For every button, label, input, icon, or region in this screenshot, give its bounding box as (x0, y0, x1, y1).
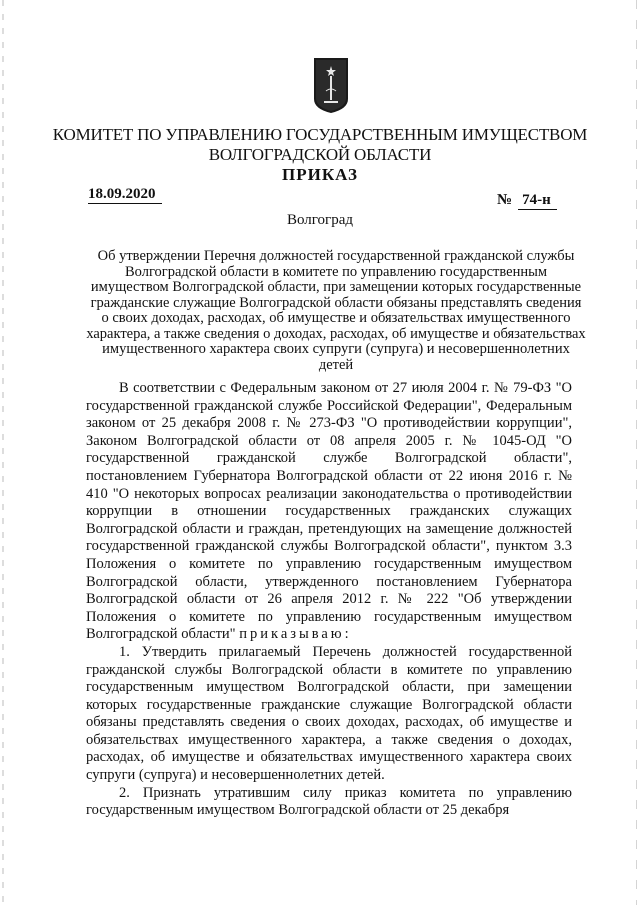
committee-line-2: ВОЛГОГРАДСКОЙ ОБЛАСТИ (208, 145, 432, 164)
number-value: 74-н (518, 192, 557, 210)
city: Волгоград (286, 212, 353, 228)
document-subject: Об утверждении Перечня должностей государственной гражданской службы Волгоградской области в комитете по управлению государственным имуществом Волгоградской области, при замещении которых государственные гражданские служащие Волгоградской области обязаны представлять сведения о своих доходах, расходах, об имуществе и обязательствах имущественного характера, а также сведения о доходах, расходах, об имуществе и обязательствах имущественного характера своих супруги (супруга) и несовершеннолетних детей (86, 248, 586, 373)
preamble-text: В соответствии с Федеральным законом от 27 июля 2004 г. № 79-ФЗ "О государственной гражданской службе Российской Федерации", Федеральным законом от 25 декабря 2008 г. № 273-ФЗ "О противодействии коррупции", Законом Волгоградской области от 08 апреля 2005 г. № 1045-ОД "О государственной гражданской службе Волгоградской области", постановлением Губернатора Волгоградской области от 22 июня 2016 г. № 410 "О некоторых вопросах реализации законодательства о противодействии коррупции в отношении государственных гражданских служащих Волгоградской области и граждан, претендующих на замещение должностей государственной гражданской службы Волгоградской области", пунктом 3.3 Положения о комитете по управлению государственным имуществом Волгоградской области, утвержденного постановлением Губернатора Волгоградской области от 26 апреля 2012 г. № 222 "Об утверждении Положения о комитете по управлению государственным имуществом Волгоградской области" (86, 380, 572, 643)
document-body (86, 380, 572, 820)
document-type: ПРИКАЗ (282, 165, 358, 184)
preamble-paragraph (86, 380, 572, 644)
volgograd-emblem-icon (313, 57, 349, 114)
item-2: 2. Признать утратившим силу приказ комитета по управлению государственным имуществом Волгоградской области от 25 декабря (86, 784, 572, 819)
number-label: № (497, 192, 513, 208)
document-number (497, 192, 557, 210)
issuer-committee (0, 125, 640, 165)
directive-word: приказываю: (239, 626, 352, 643)
committee-line-1: КОМИТЕТ ПО УПРАВЛЕНИЮ ГОСУДАРСТВЕННЫМ ИМУЩЕСТВОМ (52, 125, 588, 144)
item-1: 1. Утвердить прилагаемый Перечень должностей государственной гражданской службы Волгоградской области в комитете по управлению государственным имуществом Волгоградской области, при замещении которых государственные гражданские служащие Волгоградской области обязаны представлять сведения о своих доходах, расходах, об имуществе и обязательствах имущественного характера, а также сведения о доходах, расходах, об имуществе и обязательствах имущественного характера своих супруги (супруга) и несовершеннолетних детей. (86, 643, 572, 784)
document-date: 18.09.2020 (88, 186, 162, 204)
